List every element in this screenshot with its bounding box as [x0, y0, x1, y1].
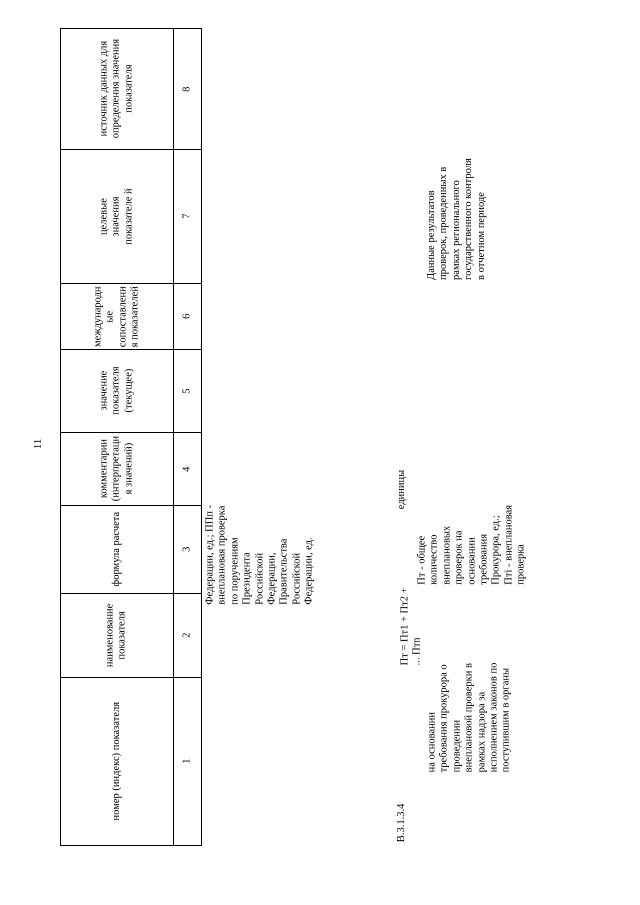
table-edge-line — [201, 28, 202, 846]
row-value: единицы — [395, 469, 407, 509]
column-number: 2 — [181, 632, 193, 639]
header-cell — [61, 678, 173, 845]
header-formula: формула расчета — [110, 512, 122, 587]
row-formula: Пт = Пт1 + Пт2 + ... Птn — [399, 587, 423, 665]
column-number: 3 — [181, 546, 193, 553]
header-cell — [61, 29, 173, 149]
header-comments: комментарии (интерпретаци я значений) — [98, 436, 135, 502]
header-current-value: значение показателя (текущее) — [98, 366, 135, 416]
column-number: 8 — [181, 86, 193, 92]
header-cell — [61, 150, 173, 283]
header-data-source: источник данных для определения значения показателя — [98, 39, 135, 139]
header-target-values: целевые значения показателе й — [98, 188, 135, 245]
column-number: 6 — [181, 313, 193, 320]
table-top-border — [60, 845, 202, 846]
header-cell — [61, 284, 173, 349]
header-cell — [61, 433, 173, 505]
column-number: 4 — [181, 466, 193, 472]
header-name: наименование показателя — [104, 603, 128, 668]
page-number: 11 — [32, 438, 44, 450]
continued-comment-text: Федерации, ед.; ППп - внеплановая проверка по поручениям Президента Российской Федерации, Правительства Российской Федерации, ед. — [204, 505, 315, 605]
row-name: на основании требования прокурора о проведении внеплановой проверки в рамках надзора за исполнением законов по поступившим в органы — [426, 662, 512, 772]
header-international: международн ые сопоставлени я показателей — [92, 285, 141, 348]
header-cell — [61, 506, 173, 593]
row-index: В.3.1.3.4 — [395, 803, 407, 843]
column-number: 5 — [181, 388, 193, 394]
column-number: 1 — [181, 758, 193, 765]
row-comment: Пт - общее количество внеплановых проверок на основании требования Прокурора, ед.; Птi - внеплановая проверка — [416, 505, 527, 585]
header-cell — [61, 350, 173, 432]
row-formula-cell — [392, 580, 432, 670]
row-comment-cell — [392, 505, 552, 585]
column-number: 7 — [181, 213, 193, 220]
row-source: Данные результатов проверок, проведенных в рамках регионального государственного контроля в отчетном периоде — [426, 157, 487, 280]
header-cell — [61, 594, 173, 677]
row-value-cell — [392, 440, 412, 510]
row-name-cell — [390, 656, 550, 776]
row-source-cell — [392, 156, 522, 281]
continued-comment-cell — [204, 505, 389, 605]
header-index: номер (индекс) показателя — [110, 702, 122, 821]
